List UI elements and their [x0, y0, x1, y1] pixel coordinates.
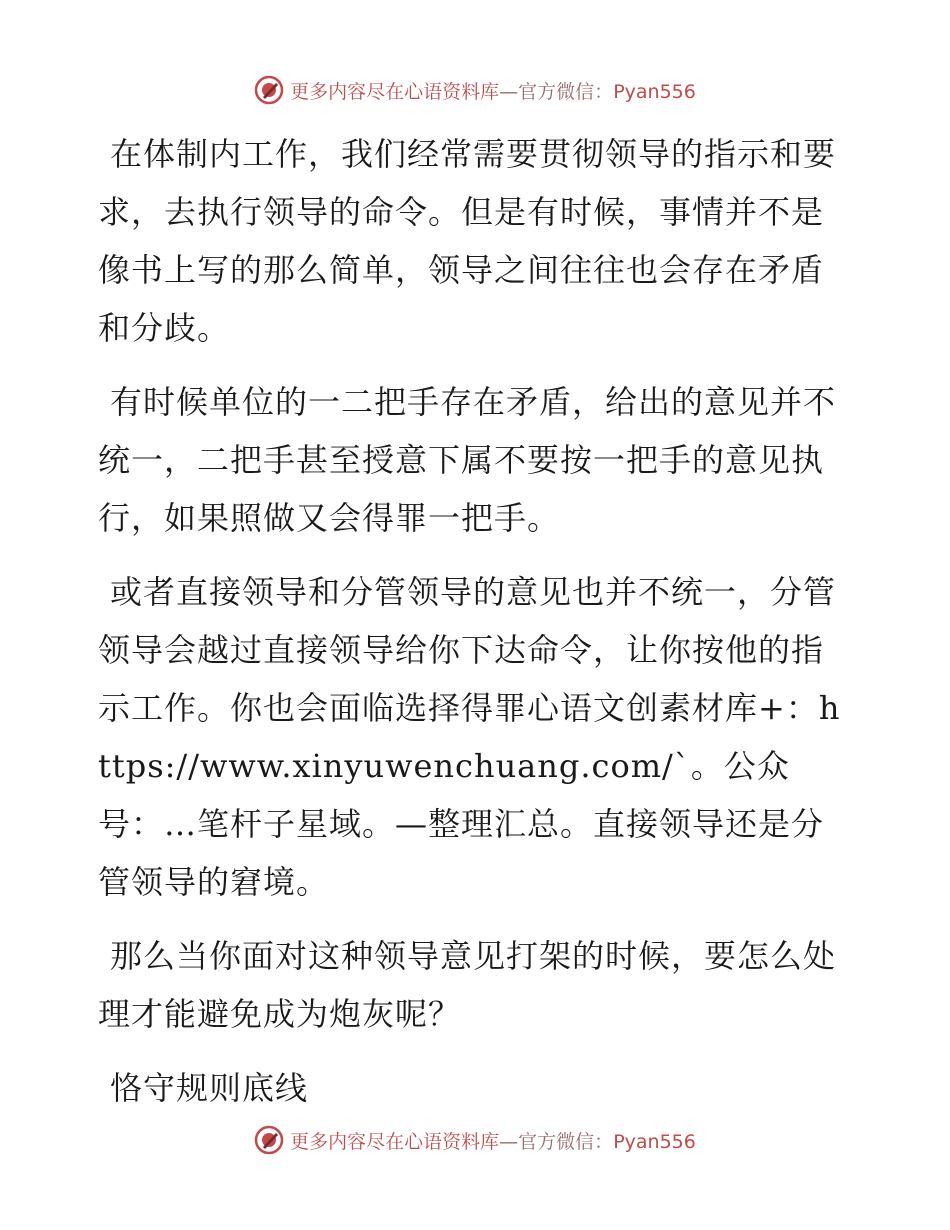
- paragraph-3: 或者直接领导和分管领导的意见也并不统一，分管领导会越过直接领导给你下达命令，让你按他的指示工作。你也会面临选择得罪心语文创素材库+：https://www.xinyuwenchuang.com/`。公众号：…笔杆子星域。—整理汇总。直接领导还是分管领导的窘境。: [98, 573, 841, 901]
- paragraph-4: 那么当你面对这种领导意见打架的时候，要怎么处理才能避免成为炮灰呢？: [98, 937, 837, 1033]
- brand-logo-icon: [254, 75, 284, 105]
- paragraph-1: 在体制内工作，我们经常需要贯彻领导的指示和要求，去执行领导的命令。但是有时候，事情并不是像书上写的那么简单，领导之间往往也会存在矛盾和分歧。: [98, 135, 837, 347]
- footer-brand: [290, 1127, 696, 1154]
- footer-banner: [0, 1120, 950, 1160]
- brand-logo-icon: [254, 1125, 284, 1155]
- header-wechat-id: Pyan556: [613, 80, 696, 103]
- section-heading: 恪守规则底线: [110, 1069, 309, 1107]
- footer-brand-text: 更多内容尽在心语资料库: [290, 1130, 500, 1153]
- header-dash: —: [499, 80, 519, 103]
- header-official-label: 官方微信：: [518, 80, 614, 103]
- footer-wechat-id: Pyan556: [613, 1130, 696, 1153]
- paragraph-2: 有时候单位的一二把手存在矛盾，给出的意见并不统一，二把手甚至授意下属不要按一把手的意见执行，如果照做又会得罪一把手。: [98, 383, 837, 537]
- footer-dash: —: [499, 1130, 519, 1153]
- header-banner: [0, 70, 950, 110]
- footer-official-label: 官方微信：: [518, 1130, 614, 1153]
- document-body: [98, 125, 850, 1133]
- header-brand: [290, 77, 696, 104]
- header-brand-text: 更多内容尽在心语资料库: [290, 80, 500, 103]
